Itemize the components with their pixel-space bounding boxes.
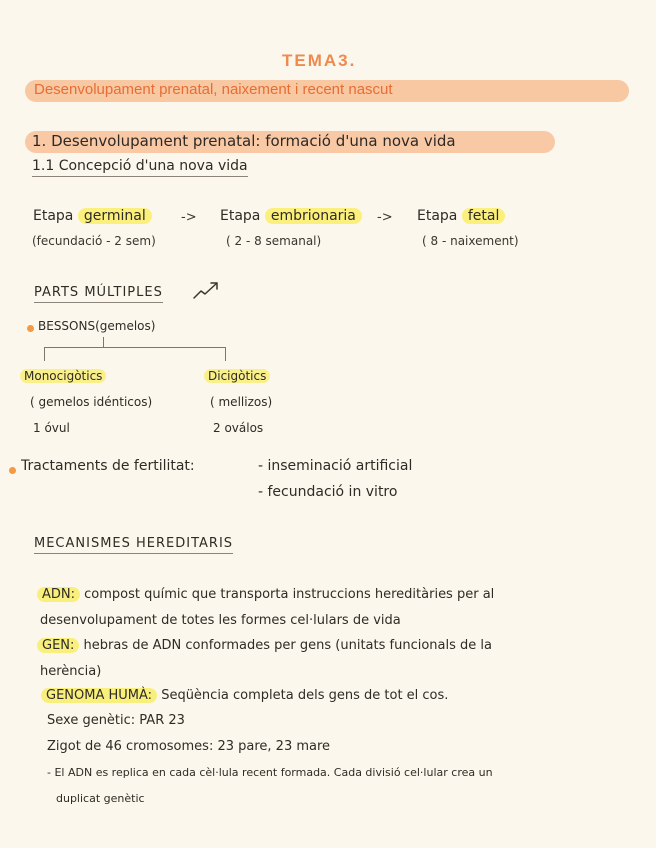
stage-embrionaria <box>220 209 362 224</box>
stage-keyword-germinal: germinal <box>78 208 152 224</box>
fertility-item-1: - inseminació artificial <box>258 458 413 474</box>
genetic-sex-line: Sexe genètic: PAR 23 <box>47 713 185 728</box>
stage-detail-germinal: (fecundació - 2 sem) <box>32 234 156 248</box>
stage-fetal <box>417 209 505 224</box>
adn-line-2: desenvolupament de totes les formes cel·lulars de vida <box>40 613 401 628</box>
trend-arrow-icon <box>190 278 224 302</box>
gen-line-2: herència) <box>40 664 102 679</box>
stage-prefix: Etapa <box>33 208 74 224</box>
gen-line-1: GEN: hebras de ADN conformades per gens (unitats funcionals de la <box>37 639 492 653</box>
twins-bullet-dot <box>27 325 34 332</box>
tree-line-center <box>103 337 104 347</box>
stage-keyword-fetal: fetal <box>462 208 506 224</box>
page-subtitle: Desenvolupament prenatal, naixement i recent nascut <box>34 81 393 98</box>
dizygotic-description: ( mellizos) <box>210 395 273 409</box>
stage-keyword-embrionaria: embrionaria <box>265 208 362 224</box>
parts-multiples-heading: PARTS MÚLTIPLES <box>34 286 163 303</box>
monozygotic-description: ( gemelos idénticos) <box>30 395 153 409</box>
tree-line-right <box>225 347 226 361</box>
stage-detail-embrionaria: ( 2 - 8 semanal) <box>226 234 322 248</box>
replication-line-1: - El ADN es replica en cada cèl·lula recent formada. Cada divisió cel·lular crea un <box>47 766 493 779</box>
monozygotic-type: Monocigòtics <box>20 370 106 383</box>
dizygotic-type: Dicigòtics <box>204 370 270 383</box>
fertility-label: Tractaments de fertilitat: <box>21 458 195 474</box>
stage-detail-fetal: ( 8 - naixement) <box>422 234 519 248</box>
section-title: 1. Desenvolupament prenatal: formació d'una nova vida <box>32 132 456 150</box>
stage-germinal <box>33 209 152 224</box>
genome-line: GENOMA HUMÀ: Seqüència completa dels gens de tot el cos. <box>41 689 448 703</box>
page-title: TEMA3. <box>282 51 357 70</box>
twins-label: BESSONS(gemelos) <box>38 319 156 333</box>
dizygotic-note: 2 oválos <box>213 421 264 435</box>
replication-line-2: duplicat genètic <box>56 792 145 805</box>
subsection-title: 1.1 Concepció d'una nova vida <box>32 159 248 177</box>
zygote-line: Zigot de 46 cromosomes: 23 pare, 23 mare <box>47 739 331 754</box>
tree-line-top <box>44 347 226 348</box>
arrow-2: -> <box>377 210 393 225</box>
stage-prefix: Etapa <box>220 208 261 224</box>
fertility-item-2: - fecundació in vitro <box>258 484 398 500</box>
arrow-1: -> <box>181 210 197 225</box>
tree-line-left <box>44 347 45 361</box>
stage-prefix: Etapa <box>417 208 458 224</box>
hereditary-heading: MECANISMES HEREDITARIS <box>34 537 233 554</box>
monozygotic-note: 1 óvul <box>33 421 70 435</box>
adn-line-1: ADN: compost químic que transporta instruccions hereditàries per al <box>37 588 494 602</box>
fertility-bullet-dot <box>9 467 16 474</box>
